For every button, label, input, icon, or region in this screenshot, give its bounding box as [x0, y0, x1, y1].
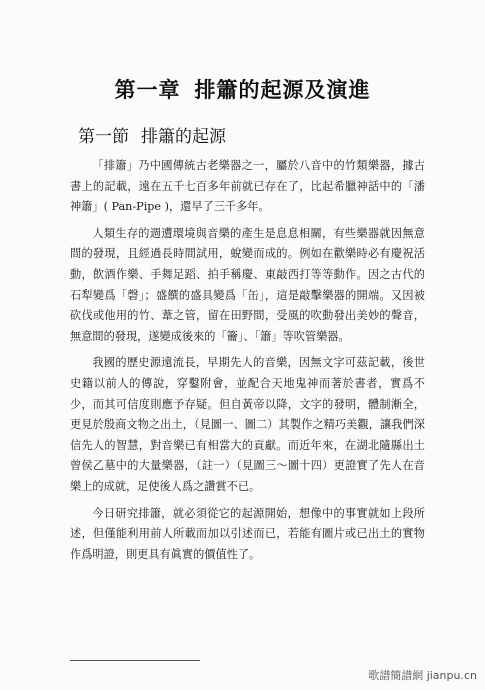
paragraph-2: 人類生存的週遭環境與音樂的產生是息息相關，有些樂器就因無意間的發現，且經過長時間試用，蛻變而成的。例如在歡樂時必有慶祝活動，飲酒作樂、手舞足蹈、拍手稱慶、東敲西打等等動作。因之古代的石犁變爲「磬」；盛饌的盛具變爲「缶」，這是敲擊樂器的開端。又因被砍伐或他用的竹、葦之管，留在田野間，受風的吹動發出美妙的聲音，無意間的發現，遂變成後來的「籥」、「簫」等吹管樂器。 — [70, 226, 425, 343]
body-text — [70, 156, 425, 565]
paragraph-3: 我國的歷史源遠流長，早期先人的音樂，因無文字可茲記載，後世史籍以前人的傳說，穿鑿附會，並配合天地鬼神而著於書者，實爲不少，而其可信度則應予存疑。但自黃帝以降，文字的發明，體制漸全，更見於殷商文物之出土，（見圖一、圖二）其製作之精巧美觀，讓我們深信先人的智慧，對音樂已有相當大的貢獻。而近年來，在湖北隨縣出土曾侯乙墓中的大量樂器，（註一）（見圖三～圖十四）更證實了先人在音樂上的成就，足使後人爲之讚賞不已。 — [70, 356, 425, 493]
watermark: 歌譜簡譜網 jianpu.cn — [368, 669, 477, 682]
chapter-title — [0, 74, 485, 104]
section-title — [78, 122, 226, 147]
section-heading-text: 排簫的起源 — [141, 127, 226, 147]
paragraph-1: 「排簫」乃中國傳統古老樂器之一，屬於八音中的竹類樂器，據古書上的記載，遠在五千七百多年前就已存在了，比起希臘神話中的「潘神簫」( Pan-Pipe )，還早了三千多年。 — [70, 159, 425, 214]
chapter-heading-text: 排簫的起源及演進 — [194, 77, 371, 102]
chapter-number: 第一章 — [114, 77, 181, 102]
footer-rule — [70, 660, 200, 661]
paragraph-4: 今日研究排簫，就必須從它的起源開始，想像中的事實就如上段所述，但僅能利用前人所載而加以引述而已，若能有圖片或已出土的實物作爲明證，則更具有眞實的價值性了。 — [70, 506, 425, 561]
section-number: 第一節 — [78, 127, 129, 147]
